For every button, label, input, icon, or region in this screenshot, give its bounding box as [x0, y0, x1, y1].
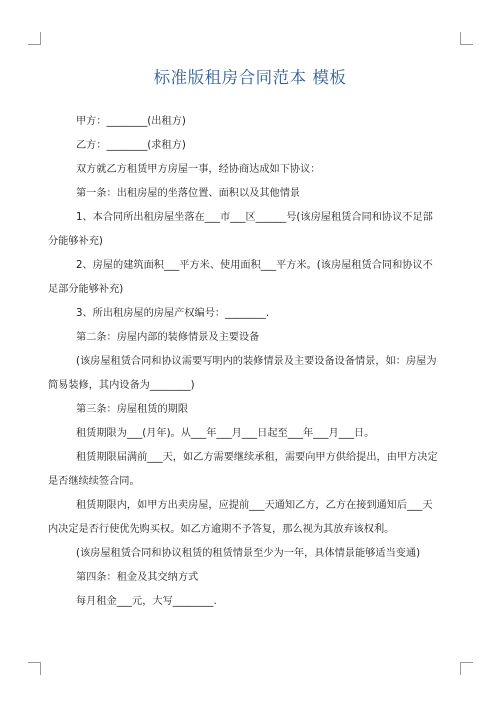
- party-a-line: 甲方：________(出租方): [76, 116, 186, 127]
- document-body: [48, 110, 458, 614]
- party-b-line: 乙方：________(求租方): [76, 140, 186, 151]
- article-4-heading: 第四条：租金及其交纳方式: [76, 572, 199, 583]
- article-3-note: (该房屋租赁合同和协议租赁的租赁情景至少为一年，具体情景能够适当变通): [76, 548, 421, 559]
- clause-1-2: 2、房屋的建筑面积___平方米、使用面积___平方米。(该房屋租赁合同和协议不: [76, 260, 433, 271]
- article-2-note: (该房屋租赁合同和协议需要写明内的装修情景及主要设备设备情景，如：房屋为: [76, 356, 437, 367]
- corner-mark-top-left: [28, 32, 41, 45]
- document-title: 标准版租房合同范本 模板: [153, 68, 347, 87]
- article-1-heading: 第一条：出租房屋的坐落位置、面积以及其他情景: [76, 188, 301, 199]
- article-3-heading: 第三条：房屋租赁的期限: [76, 404, 189, 415]
- article-2-note-cont: 简易装修，其内设备为________): [48, 380, 195, 391]
- sale-notice-clause: 租赁期限内，如甲方出卖房屋，应提前___天通知乙方，乙方在接到通知后___天: [76, 500, 433, 511]
- agreement-intro: 双方就乙方租赁甲方房屋一事，经协商达成如下协议：: [76, 164, 321, 175]
- corner-mark-bottom-left: [28, 662, 41, 675]
- sale-notice-clause-cont: 内决定是否行使优先购买权。如乙方逾期不予答复，那么视为其放弃该权利。: [48, 524, 395, 535]
- clause-1-1-cont: 分能够补充): [48, 236, 103, 247]
- corner-mark-bottom-right: [460, 662, 473, 675]
- corner-mark-top-right: [460, 32, 473, 45]
- monthly-rent-line: 每月租金___元，大写________.: [76, 596, 217, 607]
- clause-1-3: 3、所出租房屋的房屋产权编号：________.: [76, 308, 270, 319]
- clause-1-1: 1、本合同所出租房屋坐落在___市___区______号(该房屋租赁合同和协议不足部: [76, 212, 433, 223]
- article-2-heading: 第二条：房屋内部的装修情景及主要设备: [76, 332, 260, 343]
- renewal-clause: 租赁期限届满前___天，如乙方需要继续承租，需要向甲方供给提出，由甲方决定: [76, 452, 438, 463]
- renewal-clause-cont: 是否继续续签合同。: [48, 476, 140, 487]
- lease-term-line: 租赁期限为___(月年)。从___年___月___日起至___年___月___日。: [76, 428, 375, 439]
- clause-1-2-cont: 足部分能够补充): [48, 284, 124, 295]
